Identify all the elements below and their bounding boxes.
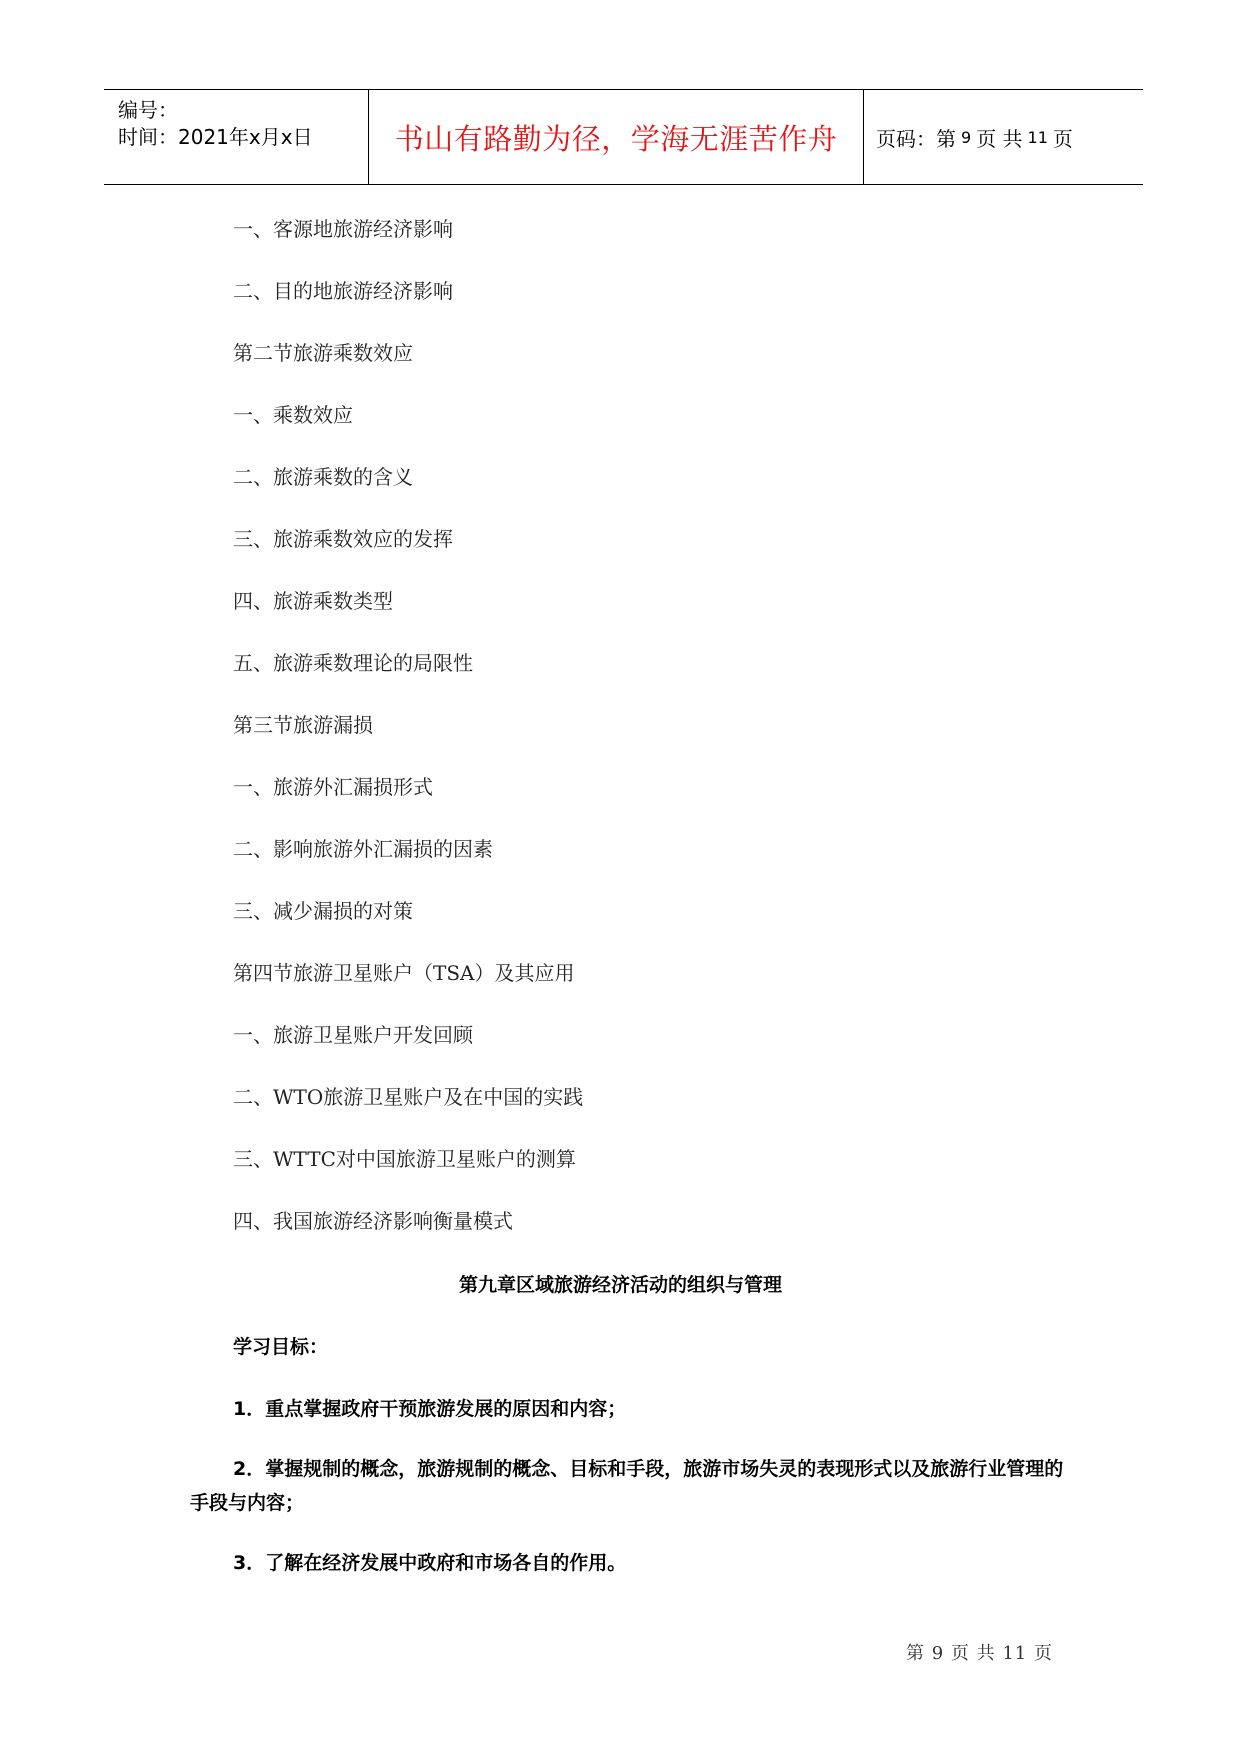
list-item: 三、减少漏损的对策 (233, 899, 413, 923)
list-item: 三、旅游乘数效应的发挥 (233, 527, 453, 551)
serial-label: 编号： (118, 98, 178, 122)
header-motto-cell (369, 90, 864, 184)
list-item: 一、旅游卫星账户开发回顾 (233, 1023, 473, 1047)
objective-item: 3．了解在经济发展中政府和市场各自的作用。 (233, 1552, 627, 1574)
list-item: 二、WTO旅游卫星账户及在中国的实践 (233, 1085, 584, 1109)
time-label: 时间：2021年x月x日 (118, 125, 313, 149)
page-mid: 页 共 (976, 126, 1023, 151)
page-number: 9 (961, 127, 972, 147)
list-item: 一、旅游外汇漏损形式 (233, 775, 433, 799)
list-item: 五、旅游乘数理论的局限性 (233, 651, 473, 675)
page-suffix: 页 (1052, 126, 1073, 151)
section-heading: 第四节旅游卫星账户（TSA）及其应用 (233, 961, 575, 985)
list-item: 二、旅游乘数的含义 (233, 465, 413, 489)
list-item: 一、乘数效应 (233, 403, 353, 427)
objective-item: 1．重点掌握政府干预旅游发展的原因和内容； (233, 1398, 627, 1420)
list-item: 一、客源地旅游经济影响 (233, 217, 453, 241)
chapter-title: 第九章区域旅游经济活动的组织与管理 (458, 1274, 782, 1296)
list-item: 二、目的地旅游经济影响 (233, 279, 453, 303)
header-meta (104, 90, 369, 184)
section-heading: 第二节旅游乘数效应 (233, 341, 413, 365)
section-heading: 第三节旅游漏损 (233, 713, 373, 737)
page-header (104, 89, 1143, 185)
objectives-label: 学习目标： (233, 1336, 329, 1358)
list-item: 四、我国旅游经济影响衡量模式 (233, 1209, 513, 1233)
page-prefix: 页码：第 (876, 126, 956, 151)
list-item: 三、WTTC对中国旅游卫星账户的测算 (233, 1147, 576, 1171)
list-item: 二、影响旅游外汇漏损的因素 (233, 837, 493, 861)
objective-item: 2．掌握规制的概念，旅游规制的概念、目标和手段，旅游市场失灵的表现形式以及旅游行业管理的手段与内容； (190, 1458, 1064, 1514)
motto: 书山有路勤为径，学海无涯苦作舟 (394, 121, 838, 156)
list-item: 四、旅游乘数类型 (233, 589, 393, 613)
page-footer: 第 9 页 共 11 页 (906, 1643, 1053, 1664)
header-page-info (864, 90, 1143, 184)
page-total: 11 (1027, 127, 1048, 147)
